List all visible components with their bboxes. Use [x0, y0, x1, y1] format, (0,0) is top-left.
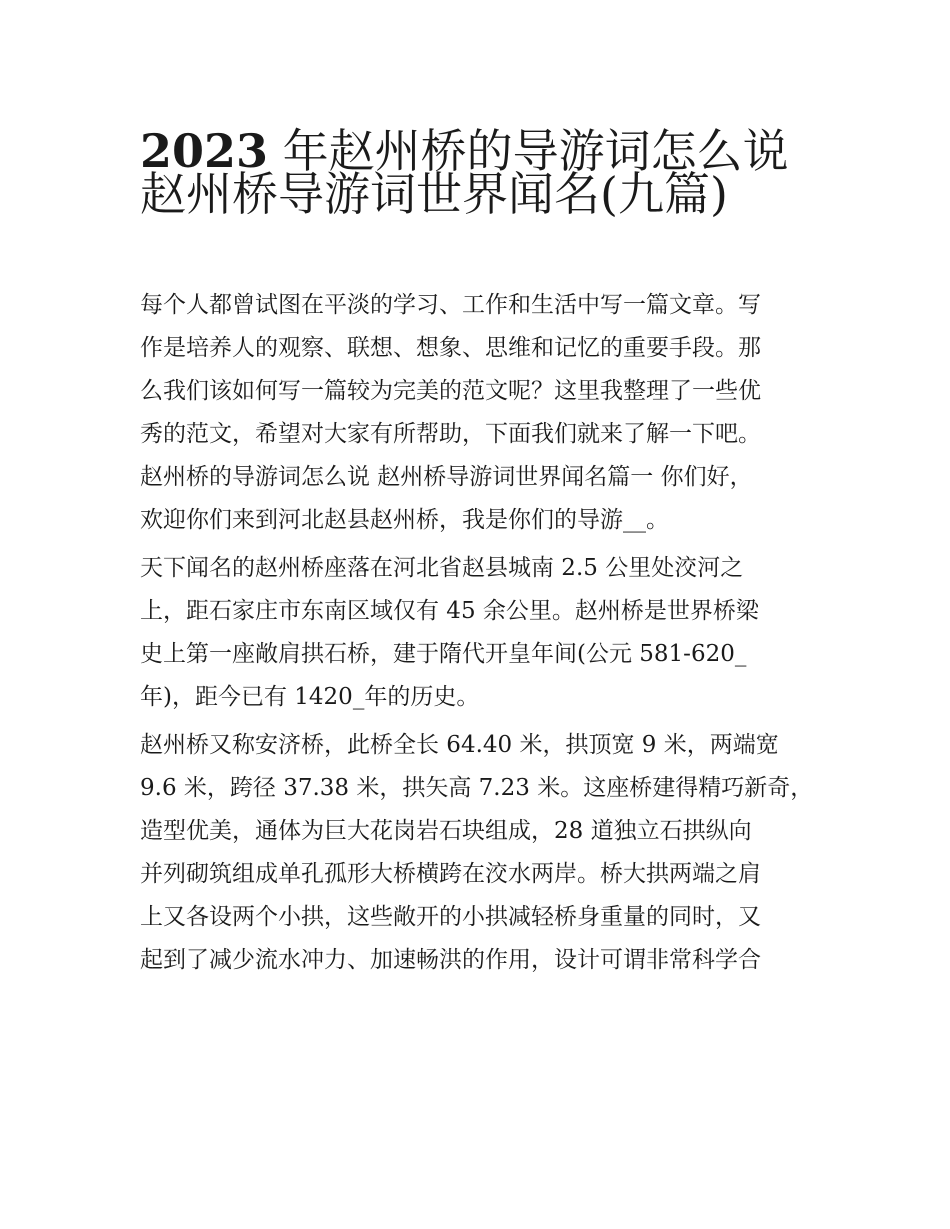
text-line: 史上第一座敞肩拱石桥，建于隋代开皇年间(公元 581-620_: [140, 641, 747, 667]
title-line-2: 赵州桥导游词世界闻名(九篇): [140, 167, 728, 221]
text-line: 作是培养人的观察、联想、想象、思维和记忆的重要手段。那: [140, 335, 761, 361]
text-line: 上，距石家庄市东南区域仅有 45 余公里。赵州桥是世界桥梁: [140, 598, 759, 624]
text-line: 造型优美，通体为巨大花岗岩石块组成，28 道独立石拱纵向: [140, 818, 752, 844]
text-line: 上又各设两个小拱，这些敞开的小拱减轻桥身重量的同时，又: [140, 904, 761, 930]
text-line: 赵州桥的导游词怎么说 赵州桥导游词世界闻名篇一 你们好，: [140, 464, 753, 490]
title-line-1-rest: 年赵州桥的导游词怎么说: [282, 124, 789, 178]
paragraph-location: [140, 547, 820, 719]
text-line: 秀的范文，希望对大家有所帮助，下面我们就来了解一下吧。: [140, 421, 761, 447]
text-line: 么我们该如何写一篇较为完美的范文呢？这里我整理了一些优: [140, 378, 761, 404]
text-line: 赵州桥又称安济桥，此桥全长 64.40 米，拱顶宽 9 米，两端宽: [140, 732, 779, 758]
text-line: 起到了减少流水冲力、加速畅洪的作用，设计可谓非常科学合: [140, 947, 761, 973]
paragraph-intro: [140, 284, 820, 542]
text-line: 每个人都曾试图在平淡的学习、工作和生活中写一篇文章。写: [140, 292, 761, 318]
text-line: 并列砌筑组成单孔孤形大桥横跨在洨水两岸。桥大拱两端之肩: [140, 861, 761, 887]
title-year: 2023: [140, 124, 269, 178]
text-line: 欢迎你们来到河北赵县赵州桥，我是你们的导游__。: [140, 507, 669, 533]
title-line-1: [140, 118, 820, 178]
text-line: 年)，距今已有 1420_年的历史。: [140, 684, 480, 710]
text-line: 9.6 米，跨径 37.38 米，拱矢高 7.23 米。这座桥建得精巧新奇，: [140, 775, 814, 801]
paragraph-structure: [140, 724, 820, 982]
page-title: [140, 118, 820, 221]
article-body: [140, 284, 820, 987]
text-line: 天下闻名的赵州桥座落在河北省赵县城南 2.5 公里处洨河之: [140, 555, 744, 581]
